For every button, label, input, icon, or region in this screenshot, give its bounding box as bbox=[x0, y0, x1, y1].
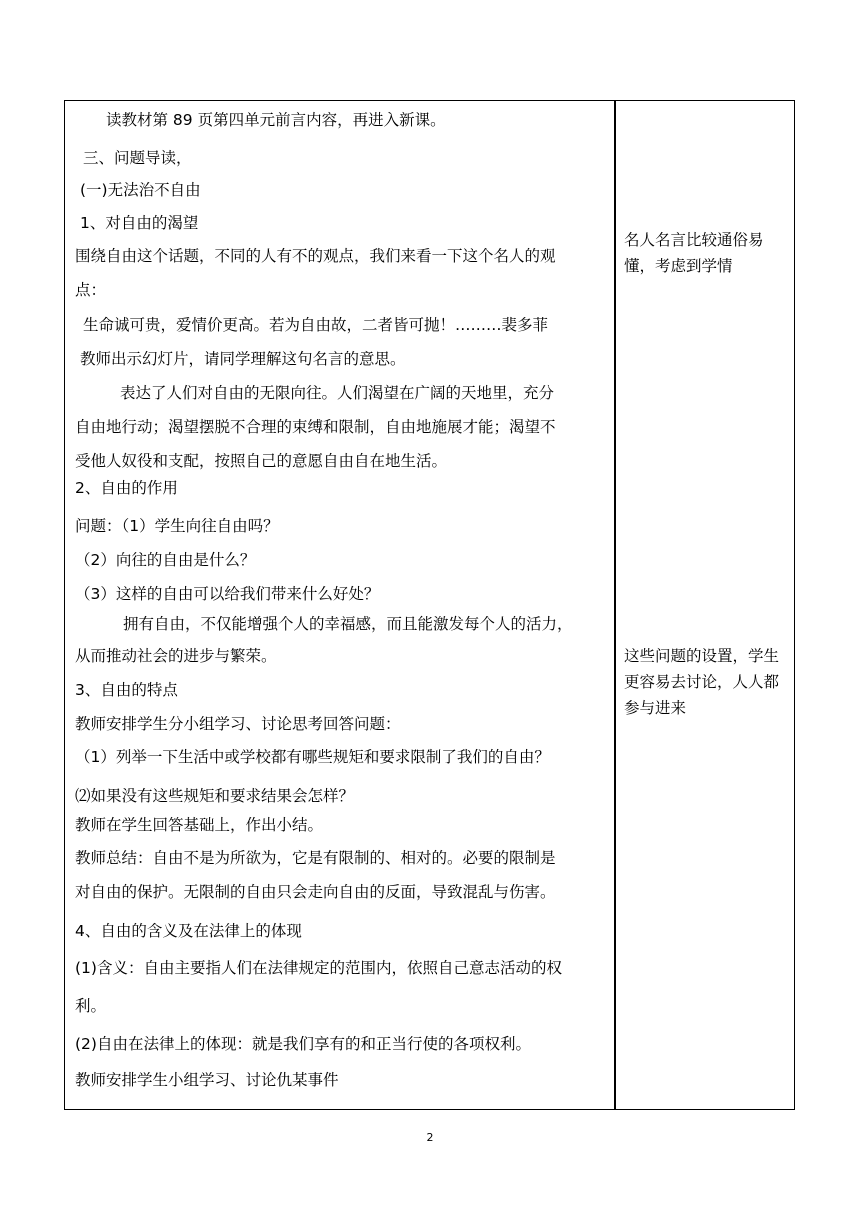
text-line: 教师安排学生分小组学习、讨论思考回答问题： bbox=[75, 715, 401, 733]
text-line: 从而推动社会的进步与繁荣。 bbox=[75, 647, 277, 665]
text-line: 1、对自由的渴望 bbox=[80, 214, 199, 232]
text-line: 生命诚可贵，爱情价更高。若为自由故，二者皆可抛！………裴多菲 bbox=[83, 316, 549, 334]
text-line: 教师总结：自由不是为所欲为，它是有限制的、相对的。必要的限制是 bbox=[75, 849, 556, 867]
text-line: (1)含义：自由主要指人们在法律规定的范围内，依照自己意志活动的权 bbox=[75, 959, 562, 977]
text-line: 读教材第 89 页第四单元前言内容，再进入新课。 bbox=[106, 111, 446, 129]
text-line: 教师在学生回答基础上，作出小结。 bbox=[75, 816, 324, 834]
column-divider bbox=[614, 100, 616, 1110]
text-line: 问题：（1）学生向往自由吗？ bbox=[75, 517, 279, 535]
text-line: 3、自由的特点 bbox=[75, 681, 178, 699]
text-line: （1）列举一下生活中或学校都有哪些规矩和要求限制了我们的自由？ bbox=[75, 748, 550, 766]
text-line: 三、问题导读， bbox=[83, 149, 192, 167]
text-line: 围绕自由这个话题，不同的人有不的观点，我们来看一下这个名人的观 bbox=[75, 247, 556, 265]
text-line: 自由地行动；渴望摆脱不合理的束缚和限制，自由地施展才能；渴望不 bbox=[75, 418, 556, 436]
text-line: 对自由的保护。无限制的自由只会走向自由的反面，导致混乱与伤害。 bbox=[75, 883, 556, 901]
page-number: 2 bbox=[426, 1131, 434, 1144]
text-line: 受他人奴役和支配，按照自己的意愿自由自在地生活。 bbox=[75, 452, 448, 470]
text-line: 表达了人们对自由的无限向往。人们渴望在广阔的天地里，充分 bbox=[120, 384, 555, 402]
text-line: （3）这样的自由可以给我们带来什么好处？ bbox=[75, 585, 380, 603]
text-line: 拥有自由，不仅能增强个人的幸福感，而且能激发每个人的活力， bbox=[123, 615, 573, 633]
text-line: 2、自由的作用 bbox=[75, 479, 178, 497]
text-line: 4、自由的含义及在法律上的体现 bbox=[75, 922, 302, 940]
text-line: ⑵如果没有这些规矩和要求结果会怎样？ bbox=[75, 787, 355, 805]
text-line: 教师出示幻灯片，请同学理解这句名言的意思。 bbox=[80, 350, 406, 368]
text-line: (一)无法治不自由 bbox=[80, 181, 201, 199]
text-line: 教师安排学生小组学习、讨论仇某事件 bbox=[75, 1071, 339, 1089]
text-line: 利。 bbox=[75, 997, 107, 1015]
side-note: 名人名言比较通俗易懂，考虑到学情 bbox=[624, 231, 764, 275]
side-note: 这些问题的设置，学生更容易去讨论，人人都参与进来 bbox=[624, 647, 780, 717]
text-line: (2)自由在法律上的体现：就是我们享有的和正当行使的各项权利。 bbox=[75, 1035, 531, 1053]
text-line: 点： bbox=[75, 281, 107, 299]
text-line: （2）向往的自由是什么？ bbox=[75, 551, 256, 569]
